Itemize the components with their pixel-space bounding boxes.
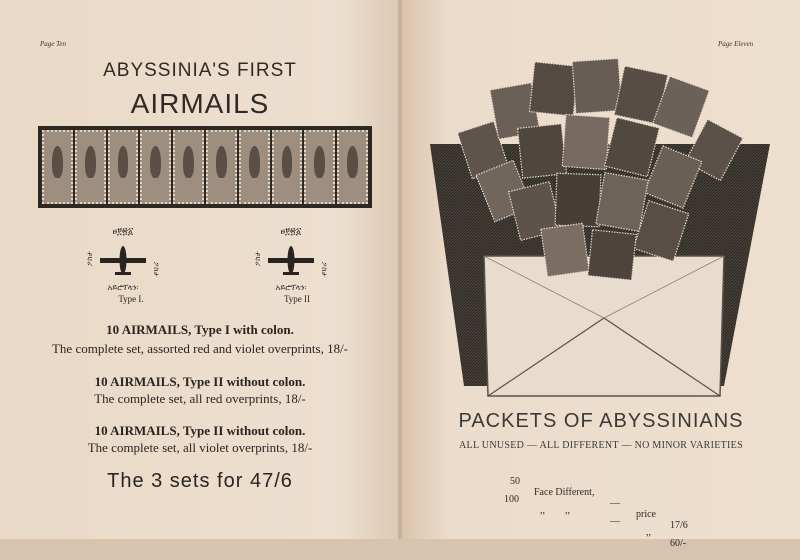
offer2-description: The complete set, all red overprints, 18/-: [94, 391, 306, 406]
airmail-stamp-strip: [38, 126, 372, 208]
combined-deal: The 3 sets for 47/6: [107, 470, 293, 492]
stamp-image: [304, 130, 335, 204]
overprint-top-text: ፀ፻፳፩: [280, 227, 302, 237]
stamp-image: [140, 130, 171, 204]
overprint-side-text: ፖስታ: [152, 262, 160, 277]
left-title-line1: ABYSSINIA'S FIRST: [103, 60, 297, 81]
overprint-bottom-text: አይሮፕላን፡: [107, 283, 139, 292]
stamp-image: [272, 130, 303, 204]
stamp-image: [42, 130, 73, 204]
left-page: [0, 0, 400, 539]
overprint-type1-figure: [78, 222, 168, 297]
overprint-type2-figure: [246, 222, 336, 297]
price-description: ,, ,,: [540, 505, 570, 516]
price-label: price: [636, 509, 656, 520]
packets-subtitle: ALL UNUSED — ALL DIFFERENT — NO MINOR VARIETIES: [459, 440, 743, 451]
price-label: ,,: [646, 527, 651, 538]
price-dash: —: [610, 498, 620, 509]
offer3-description: The complete set, all violet overprints, 18/-: [87, 440, 313, 455]
right-folio: Page Eleven: [718, 40, 754, 48]
price-amount: 17/6: [670, 520, 688, 531]
type2-label: Type II: [283, 294, 311, 304]
overprint-top-text: ፀ፻፳፩: [112, 227, 134, 237]
price-amount: 60/-: [670, 538, 687, 549]
price-description: Face Different,: [534, 487, 595, 498]
overprint-bottom-text: አይሮፕላን፡: [275, 283, 307, 292]
overprint-side-text: ፖስታ: [254, 251, 262, 266]
stamp-image: [108, 130, 139, 204]
right-page: [402, 0, 800, 549]
type1-label: Type I.: [118, 294, 144, 304]
left-folio: Page Ten: [40, 40, 66, 48]
offer3-title: 10 AIRMAILS, Type II without colon.: [94, 423, 306, 438]
offer2-title: 10 AIRMAILS, Type II without colon.: [94, 374, 306, 389]
overprint-side-text: ፖስታ: [320, 262, 328, 277]
left-title-line2: AIRMAILS: [130, 88, 270, 119]
packets-title: PACKETS OF ABYSSINIANS: [458, 410, 744, 432]
stamp-image: [75, 130, 106, 204]
stamp-image: [337, 130, 368, 204]
envelope-stamp-packet-illustration: [424, 56, 776, 408]
price-dash: —: [610, 516, 620, 527]
stamp-image: [173, 130, 204, 204]
offer1-title: 10 AIRMAILS, Type I with colon.: [106, 322, 294, 337]
airplane-icon: [100, 246, 146, 275]
overprint-side-text: ፖስታ: [86, 251, 94, 266]
price-quantity: 100: [504, 494, 519, 505]
price-quantity: 50: [510, 476, 520, 487]
stamp-image: [206, 130, 237, 204]
offer1-description: The complete set, assorted red and violet overprints, 18/-: [51, 341, 349, 356]
airplane-icon: [268, 246, 314, 275]
stamp-image: [239, 130, 270, 204]
